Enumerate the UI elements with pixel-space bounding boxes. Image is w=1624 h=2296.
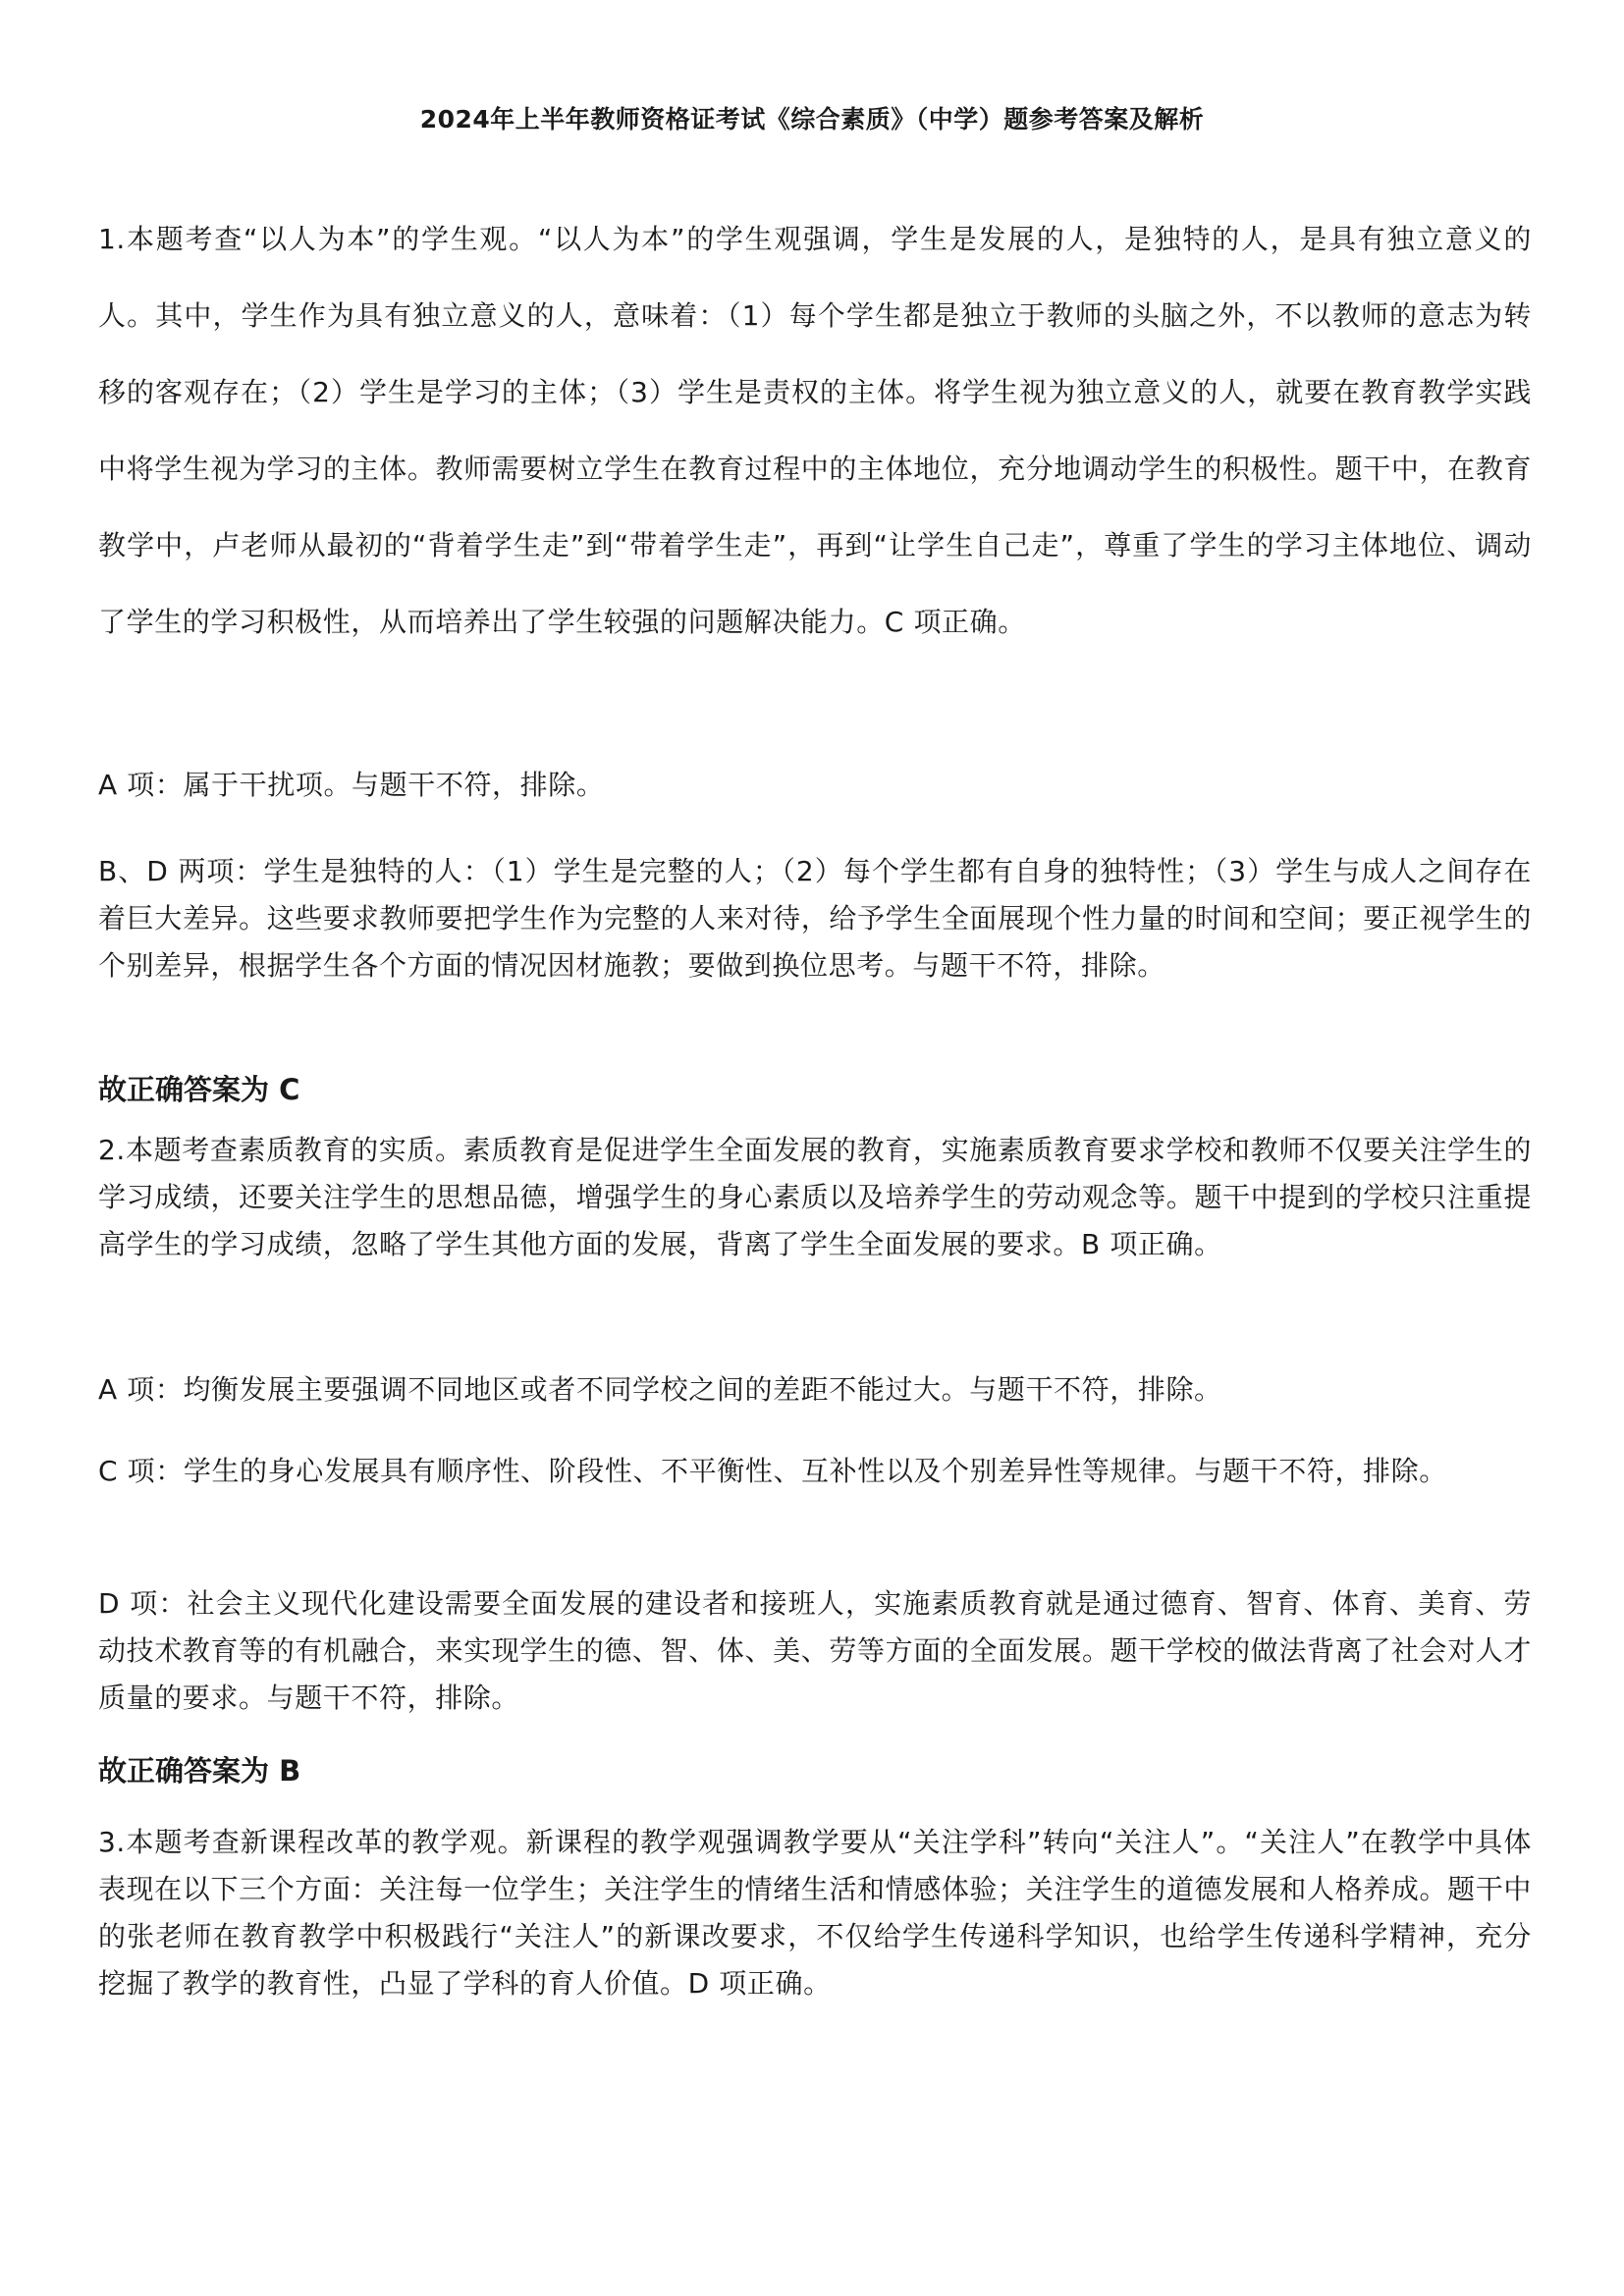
q2-answer: 故正确答案为 B	[98, 1754, 301, 1788]
q1-option-a: A 项：属于干扰项。与题干不符，排除。	[98, 769, 605, 801]
q2-explanation: 2.本题考查素质教育的实质。素质教育是促进学生全面发展的教育，实施素质教育要求学校和教师不仅要关注学生的学习成绩，还要关注学生的思想品德，增强学生的身心素质以及培养学生的劳动观念等。题干中提到的学校只注重提高学生的学习成绩，忽略了学生其他方面的发展，背离了学生全面发展的要求。B 项正确。	[98, 1134, 1532, 1260]
q2-option-d: D 项：社会主义现代化建设需要全面发展的建设者和接班人，实施素质教育就是通过德育、智育、体育、美育、劳动技术教育等的有机融合，来实现学生的德、智、体、美、劳等方面的全面发展。题干学校的做法背离了社会对人才质量的要求。与题干不符，排除。	[98, 1587, 1532, 1714]
document-title: 2024年上半年教师资格证考试《综合素质》（中学）题参考答案及解析	[419, 105, 1205, 133]
q3-explanation: 3.本题考查新课程改革的教学观。新课程的教学观强调教学要从“关注学科”转向“关注人”。“关注人”在教学中具体表现在以下三个方面：关注每一位学生；关注学生的情绪生活和情感体验；关注学生的道德发展和人格养成。题干中的张老师在教育教学中积极践行“关注人”的新课改要求，不仅给学生传递科学知识，也给学生传递科学精神，充分挖掘了教学的教育性，凸显了学科的育人价值。D 项正确。	[98, 1826, 1532, 2000]
q2-option-a: A 项：均衡发展主要强调不同地区或者不同学校之间的差距不能过大。与题干不符，排除。	[98, 1373, 1222, 1406]
q1-explanation: 1.本题考查“以人为本”的学生观。“以人为本”的学生观强调，学生是发展的人，是独特的人，是具有独立意义的人。其中，学生作为具有独立意义的人，意味着：（1）每个学生都是独立于教师的头脑之外，不以教师的意志为转移的客观存在；（2）学生是学习的主体；（3）学生是责权的主体。将学生视为独立意义的人，就要在教育教学实践中将学生视为学习的主体。教师需要树立学生在教育过程中的主体地位，充分地调动学生的积极性。题干中，在教育教学中，卢老师从最初的“背着学生走”到“带着学生走”，再到“让学生自己走”，尊重了学生的学习主体地位、调动了学生的学习积极性，从而培养出了学生较强的问题解决能力。C 项正确。	[98, 223, 1532, 638]
q1-answer: 故正确答案为 C	[98, 1073, 300, 1106]
q1-option-bd: B、D 两项：学生是独特的人：（1）学生是完整的人；（2）每个学生都有自身的独特性；（3）学生与成人之间存在着巨大差异。这些要求教师要把学生作为完整的人来对待，给予学生全面展现个性力量的时间和空间；要正视学生的个别差异，根据学生各个方面的情况因材施教；要做到换位思考。与题干不符，排除。	[98, 855, 1532, 982]
q2-option-c: C 项：学生的身心发展具有顺序性、阶段性、不平衡性、互补性以及个别差异性等规律。与题干不符，排除。	[98, 1455, 1447, 1487]
